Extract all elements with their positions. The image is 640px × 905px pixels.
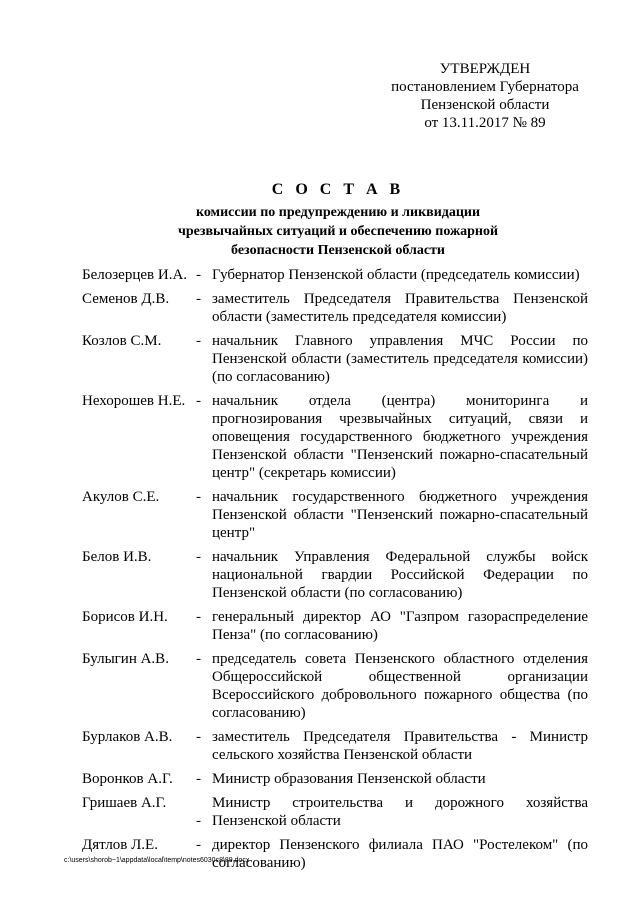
member-row [82, 794, 588, 830]
member-dash: - [196, 813, 201, 829]
member-role: Министр образования Пензенской области [212, 771, 486, 787]
member-role: начальник Главного управления МЧС России по Пензенской области (заместитель председателя комиссии) (по согласованию) [212, 333, 588, 385]
member-name: Воронков А.Г. [82, 771, 173, 787]
member-role: начальник государственного бюджетного учреждения Пензенской области "Пензенский пожарно-спасательный центр" [212, 489, 588, 541]
member-row [82, 608, 588, 644]
member-dash: - [196, 489, 201, 505]
member-row [82, 548, 588, 602]
member-role: начальник отдела (центра) мониторинга и прогнозирования чрезвычайных ситуаций, связи и оповещения государственного бюджетного учреждения Пензенской области "Пензенский пожарно-спасательный центр" (секретарь комиссии) [212, 393, 588, 481]
member-role: начальник Управления Федеральной службы войск национальной гвардии Российской Федерации по Пензенской области (по согласованию) [212, 549, 588, 601]
member-name: Козлов С.М. [82, 333, 162, 349]
member-row [82, 488, 588, 542]
member-dash: - [196, 729, 201, 745]
member-role: директор Пензенского филиала ПАО "Ростелеком" (по согласованию) [212, 837, 588, 871]
member-dash: - [196, 393, 201, 409]
member-name: Борисов И.Н. [82, 609, 168, 625]
member-name: Акулов С.Е. [82, 489, 160, 505]
member-row [82, 770, 588, 788]
member-dash: - [196, 291, 201, 307]
file-path-footer: c:\users\shorob~1\appdata\local\temp\notes6030c8\89.docx [64, 857, 250, 864]
title-line-3: безопасности Пензенской области [231, 243, 445, 258]
member-dash: - [196, 609, 201, 625]
approval-line-4: от 13.11.2017 № 89 [424, 115, 546, 131]
approval-stamp [380, 60, 590, 132]
approval-line-2: постановлением Губернатора [391, 79, 579, 95]
member-name: Нехорошев Н.Е. [82, 393, 186, 409]
member-name: Дятлов Л.Е. [82, 837, 158, 853]
member-name: Бурлаков А.В. [82, 729, 173, 745]
member-name: Семенов Д.В. [82, 291, 170, 307]
member-role: генеральный директор АО "Газпром газораспределение Пенза" (по согласованию) [212, 609, 588, 643]
member-row [82, 266, 588, 284]
member-row [82, 290, 588, 326]
member-dash: - [196, 549, 201, 565]
document-title [60, 180, 616, 260]
member-list [82, 266, 588, 878]
member-row [82, 836, 588, 872]
member-role: Министр строительства и дорожного хозяйства Пензенской области [212, 795, 588, 829]
member-name: Гришаев А.Г. [82, 795, 167, 811]
member-dash: - [196, 771, 201, 787]
title-heading: С О С Т А В [271, 181, 405, 198]
title-line-1: комиссии по предупреждению и ликвидации [195, 205, 481, 220]
member-role: заместитель Председателя Правительства - Министр сельского хозяйства Пензенской области [212, 729, 588, 763]
member-name: Булыгин А.В. [82, 651, 169, 667]
approval-line-1: УТВЕРЖДЕН [439, 61, 531, 77]
member-row [82, 392, 588, 482]
approval-line-3: Пензенской области [420, 97, 550, 113]
member-row [82, 728, 588, 764]
member-dash: - [196, 333, 201, 349]
member-row [82, 650, 588, 722]
member-dash: - [196, 651, 201, 667]
member-role: Губернатор Пензенской области (председатель комиссии) [212, 267, 580, 283]
member-dash: - [196, 267, 201, 283]
member-dash: - [196, 837, 201, 853]
member-row [82, 332, 588, 386]
member-role: заместитель Председателя Правительства Пензенской области (заместитель председателя комиссии) [212, 291, 588, 325]
title-line-2: чрезвычайных ситуаций и обеспечению пожарной [177, 224, 499, 239]
member-name: Белозерцев И.А. [82, 267, 188, 283]
member-role: председатель совета Пензенского областного отделения Общероссийской общественной организации Всероссийского добровольного пожарного общества (по согласованию) [212, 651, 588, 721]
member-name: Белов И.В. [82, 549, 152, 565]
